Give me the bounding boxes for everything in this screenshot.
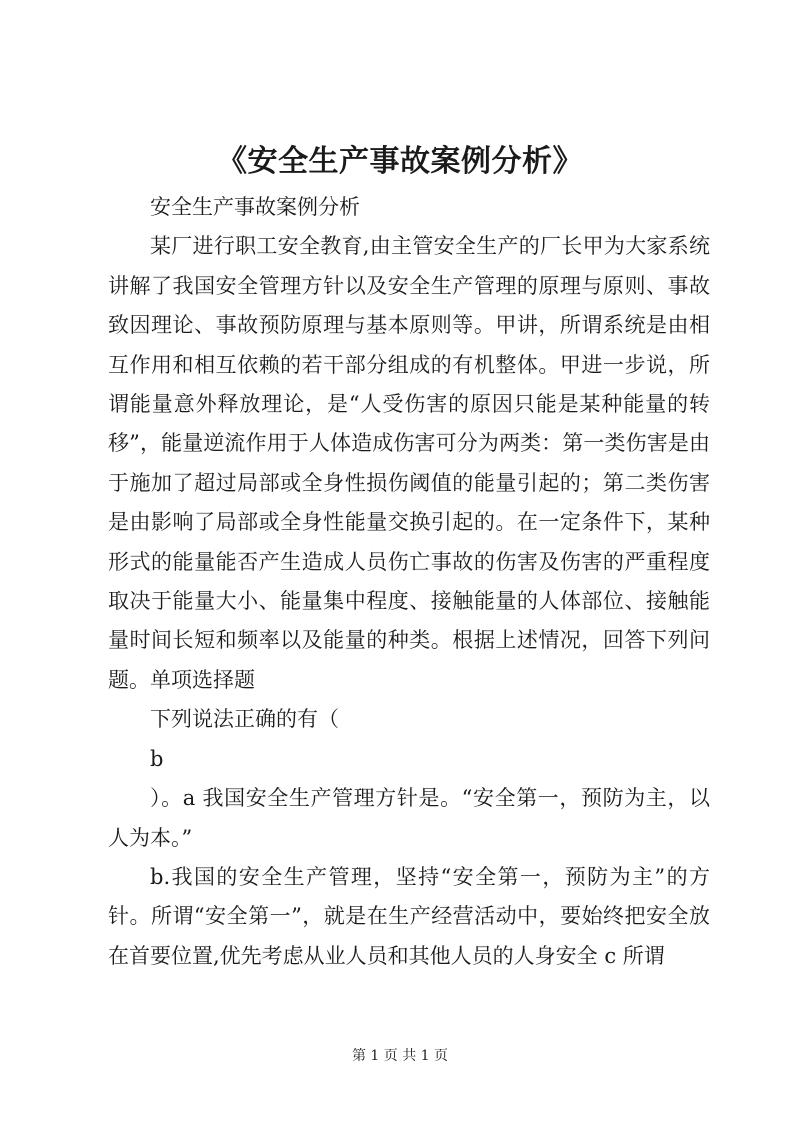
document-body [108,188,710,976]
paragraph-answer-letter: b [150,746,164,771]
document-title: 《安全生产事故案例分析》 [217,144,583,179]
paragraph-subtitle: 安全生产事故案例分析 [150,195,360,219]
paragraph-option-a: ）。a 我国安全生产管理方针是。“安全第一，预防为主，以人为本。” [108,786,710,850]
paragraph-case-description: 某厂进行职工安全教育,由主管安全生产的厂长甲为大家系统讲解了我国安全管理方针以及安全生产管理的原理与原则、事故致因理论、事故预防原理与基本原则等。甲讲，所谓系统是由相互作用和相互依赖的若干部分组成的有机整体。甲进一步说，所谓能量意外释放理论，是“人受伤害的原因只能是某种能量的转移”，能量逆流作用于人体造成伤害可分为两类：第一类伤害是由于施加了超过局部或全身性损伤阈值的能量引起的；第二类伤害是由影响了局部或全身性能量交换引起的。在一定条件下，某种形式的能量能否产生造成人员伤亡事故的伤害及伤害的严重程度取决于能量大小、能量集中程度、接触能量的人体部位、接触能量时间长短和频率以及能量的种类。根据上述情况，回答下列问题。单项选择题 [108,234,710,692]
paragraph-question: 下列说法正确的有（ [150,707,339,732]
paragraph-option-b: b.我国的安全生产管理，坚持“安全第一，预防为主”的方针。所谓“安全第一”，就是在生产经营活动中，要始终把安全放在首要位置,优先考虑从业人员和其他人员的人身安全 c 所谓 [108,864,710,968]
page-footer: 第 1 页 共 1 页 [351,1048,449,1064]
